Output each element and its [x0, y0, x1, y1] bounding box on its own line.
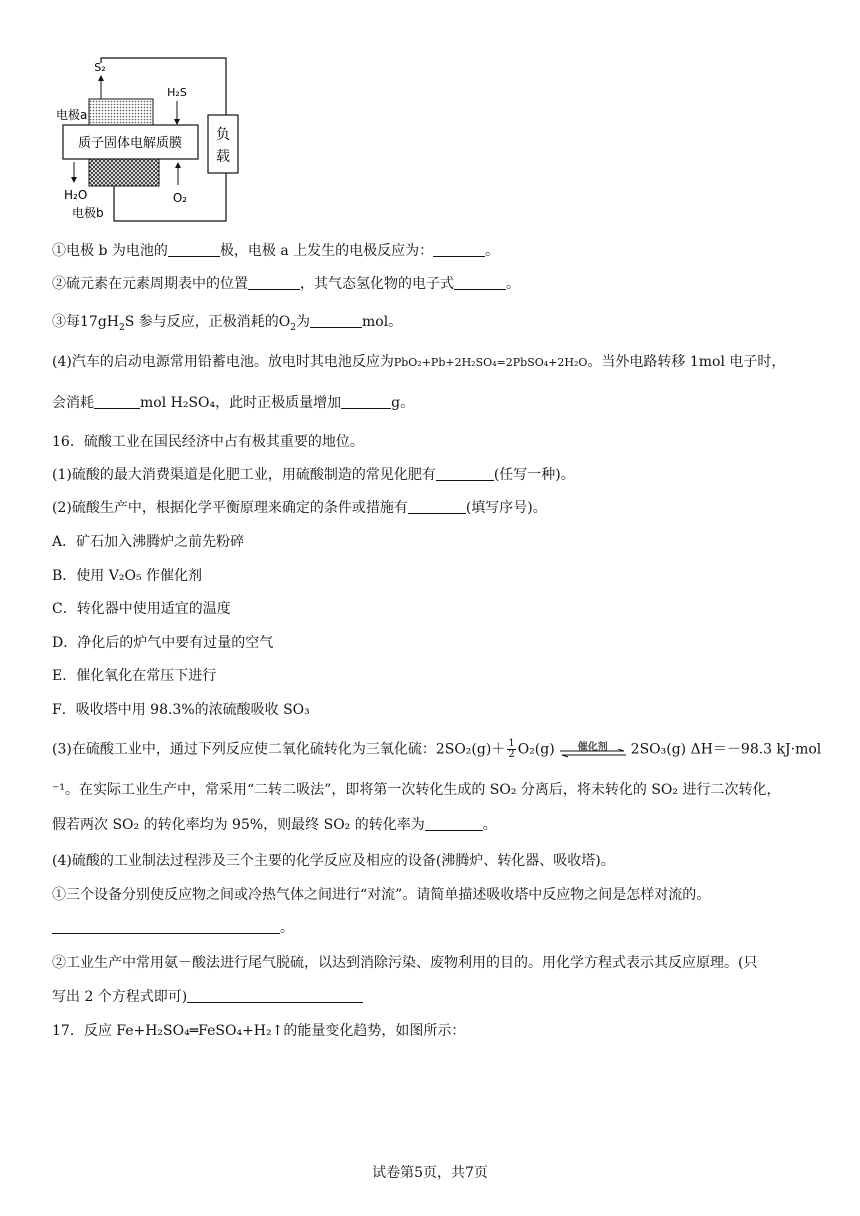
q16-part4-2-cont: 写出 2 个方程式即可): [52, 987, 363, 1007]
fuel-cell-diagram: [50, 55, 240, 225]
answer-blank[interactable]: [310, 313, 362, 328]
page-footer: 试卷第5页，共7页: [372, 1165, 488, 1181]
q16-option-b: B．使用 V₂O₅ 作催化剂: [52, 568, 203, 584]
q16-part4-2: ②工业生产中常用氨－酸法进行尾气脱硫，以达到消除污染、废物利用的目的。用化学方程式表示其反应原理。(只: [52, 955, 758, 971]
q16-option-c: C．转化器中使用适宜的温度: [52, 601, 231, 617]
answer-blank[interactable]: [425, 816, 483, 831]
q16-part2: (2)硫酸生产中，根据化学平衡原理来确定的条件或措施有 (填写序号)。: [52, 500, 547, 516]
s2-label: S₂: [94, 61, 106, 74]
q16-part4-1-answer: 。: [52, 918, 294, 938]
answer-blank[interactable]: [433, 242, 485, 257]
q15-part1: ①电极 b 为电池的 极，电极 a 上发生的电极反应为： 。: [52, 243, 500, 259]
q15-part2: ②硫元素在元素周期表中的位置 ，其气态氢化物的电子式 。: [52, 276, 520, 292]
load-label-2: 载: [216, 149, 230, 165]
answer-blank[interactable]: [454, 275, 506, 290]
q17-text: 17．反应 Fe+H₂SO₄═FeSO₄+H₂↑的能量变化趋势，如图所示：: [52, 1023, 466, 1039]
q16-option-f: F．吸收塔中用 98.3%的浓硫酸吸收 SO₃: [52, 702, 310, 718]
q16-part3-equation: (3)在硫酸工业中，通过下列反应使二氧化硫转化为三氧化硫：2SO₂(g)＋ $\frac{1}{2}$ O₂(g) 催化剂 2SO₃(g) ΔH＝－98.3 kJ·mol: [52, 738, 822, 760]
q16-option-e: E．催化氧化在常压下进行: [52, 668, 217, 684]
electrode-b: [89, 159, 159, 186]
answer-blank[interactable]: [248, 275, 300, 290]
electrode-a-label: 电极a: [56, 108, 88, 122]
electrode-b-label: 电极b: [72, 206, 104, 220]
q16-part3-text2: 假若两次 SO₂ 的转化率均为 95%，则最终 SO₂ 的转化率为 。: [52, 817, 497, 833]
q16-option-d: D．净化后的炉气中要有过量的空气: [52, 635, 274, 651]
answer-blank[interactable]: [187, 988, 363, 1003]
load-label-1: 负: [216, 127, 230, 143]
electrode-a: [89, 99, 153, 125]
h2s-label: H₂S: [167, 86, 187, 99]
answer-blank[interactable]: [168, 242, 220, 257]
q16-part3-text: ⁻¹。在实际工业生产中，常采用“二转二吸法”，即将第一次转化生成的 SO₂ 分离后，将未转化的 SO₂ 进行二次转化，: [52, 782, 781, 798]
q15-part4: (4)汽车的启动电源常用铅蓄电池。放电时其电池反应为PbO₂+Pb+2H₂SO₄=2PbSO₄+2H₂O。当外电路转移 1mol 电子时，: [52, 354, 786, 370]
fraction-one-half: $\frac{1}{2}$: [508, 738, 515, 760]
membrane-label: 质子固体电解质膜: [77, 136, 183, 151]
q16-title: 16．硫酸工业在国民经济中占有极其重要的地位。: [52, 434, 364, 450]
answer-blank[interactable]: [341, 394, 391, 409]
q16-part4-1: ①三个设备分别使反应物之间或冷热气体之间进行“对流”。请简单描述吸收塔中反应物之间是怎样对流的。: [52, 887, 711, 903]
answer-blank[interactable]: [94, 394, 140, 409]
answer-blank[interactable]: [52, 919, 280, 934]
q15-part4-cont: 会消耗 mol H₂SO₄，此时正极质量增加 g。: [52, 395, 415, 411]
answer-blank[interactable]: [408, 499, 466, 514]
h2o-label: H₂O: [64, 188, 88, 202]
q15-part3: ③每$17gH_2S$ 参与反应，正极消耗的$O_2$为 mol。: [52, 314, 403, 333]
o2-label: O₂: [172, 191, 188, 205]
q16-part4: (4)硫酸的工业制法过程涉及三个主要的化学反应及相应的设备(沸腾炉、转化器、吸收塔)。: [52, 853, 615, 869]
answer-blank[interactable]: [436, 466, 494, 481]
q16-part1: (1)硫酸的最大消费渠道是化肥工业，用硫酸制造的常见化肥有 (任写一种)。: [52, 467, 575, 483]
equilibrium-arrow: 催化剂: [558, 740, 628, 760]
q16-option-a: A．矿石加入沸腾炉之前先粉碎: [52, 534, 245, 550]
